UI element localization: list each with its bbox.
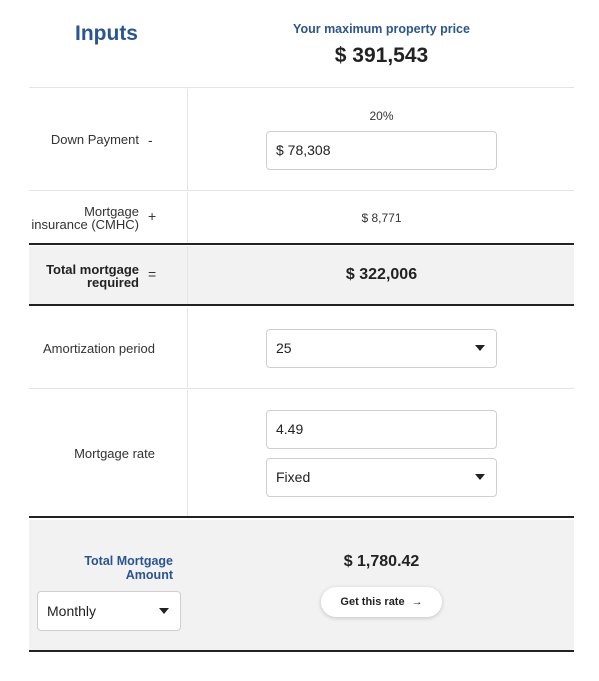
total-required-label-line2: required [86, 275, 139, 290]
insurance-label [31, 205, 139, 231]
insurance-label-line1: Mortgage [84, 204, 139, 219]
mortgage-rate-label-cell [29, 390, 188, 516]
insurance-row [29, 192, 574, 245]
mortgage-rate-row [29, 390, 574, 518]
max-price-value: $ 391,543 [334, 44, 429, 67]
down-payment-input[interactable]: $ 78,308 [266, 131, 497, 170]
down-payment-label: Down Payment [50, 132, 139, 147]
amortization-select[interactable] [266, 329, 497, 368]
payment-frequency-select[interactable] [37, 591, 181, 631]
down-payment-label-cell [29, 89, 188, 190]
total-mortgage-amount-label-line1: Total Mortgage [84, 554, 173, 568]
mortgage-rate-value-cell [188, 390, 574, 516]
down-payment-percent: 20% [369, 109, 394, 123]
insurance-label-line2: insurance (CMHC) [31, 217, 139, 232]
total-required-value: $ 322,006 [345, 266, 418, 283]
get-this-rate-button[interactable] [321, 587, 442, 617]
total-required-row [29, 246, 574, 306]
insurance-value: $ 8,771 [361, 211, 402, 225]
amortization-row [29, 308, 574, 389]
payment-frequency-selected-value: Monthly [47, 603, 97, 619]
total-mortgage-amount-label-line2: Amount [125, 568, 173, 582]
rate-type-selected-value: Fixed [276, 469, 311, 485]
total-required-label-cell [29, 246, 188, 304]
inputs-title: Inputs [75, 22, 138, 45]
get-this-rate-label: Get this rate [340, 596, 405, 608]
arrow-right-icon: → [411, 596, 423, 608]
chevron-down-icon [159, 608, 169, 614]
amortization-selected-value: 25 [276, 340, 292, 356]
insurance-label-cell [29, 192, 188, 243]
plus-sign: + [148, 208, 157, 224]
max-price-label: Your maximum property price [293, 22, 470, 36]
total-required-label [46, 263, 139, 289]
summary-row [29, 520, 574, 652]
mortgage-rate-input[interactable]: 4.49 [266, 410, 497, 449]
minus-sign: - [148, 132, 153, 148]
total-mortgage-amount-label [29, 554, 173, 582]
equals-sign: = [148, 266, 157, 282]
amortization-label-cell [29, 308, 188, 388]
chevron-down-icon [475, 474, 485, 480]
chevron-down-icon [475, 345, 485, 351]
calculator-header [29, 0, 574, 88]
mortgage-rate-label: Mortgage rate [74, 446, 155, 461]
rate-type-select[interactable] [266, 458, 497, 497]
amortization-label: Amortization period [43, 341, 155, 356]
total-mortgage-amount-value: $ 1,780.42 [343, 553, 420, 570]
total-required-label-line1: Total mortgage [46, 262, 139, 277]
down-payment-row [29, 89, 574, 191]
